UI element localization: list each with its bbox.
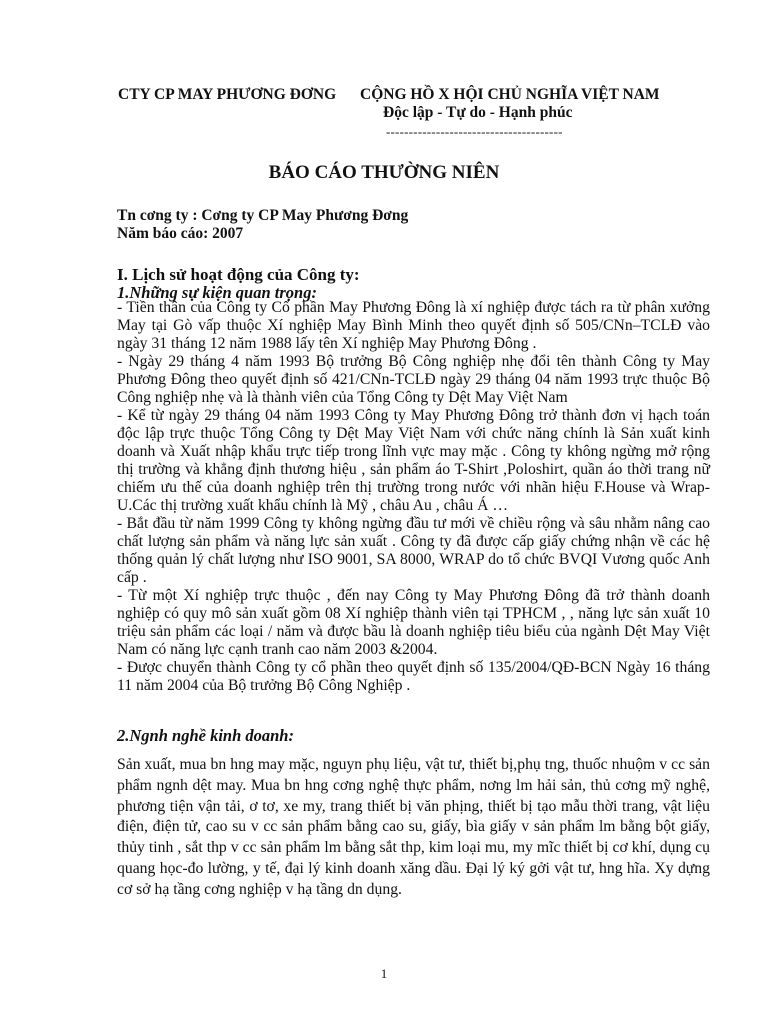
report-year-line: Năm báo cáo: 2007	[117, 225, 244, 242]
paragraph: - Tiền thân của Công ty Cổ phần May Phương Đông là xí nghiệp được tách ra từ phân xưởng May tại Gò vấp thuộc Xí nghiệp May Bình Minh theo quyết định số 505/CNn–TCLĐ vào ngày 31 tháng 12 năm 1988 lấy tên Xí nghiệp May Phương Đông .	[117, 299, 710, 352]
section-1-body	[117, 299, 710, 695]
national-motto: Độc lập - Tự do - Hạnh phúc	[383, 104, 573, 121]
paragraph: - Kể từ ngày 29 tháng 04 năm 1993 Công ty May Phương Đông trở thành đơn vị hạch toán độc lập trực thuộc Tổng Công ty Dệt May Việt Nam với chức năng chính là Sản xuất kinh doanh và Xuất nhập khẩu trực tiếp trong lĩnh vực may mặc . Công ty không ngừng mở rộng thị trường và khẳng định thương hiệu , sản phẩm áo T-Shirt ,Poloshirt, quần áo thời trang nữ chiếm ưu thế của doanh nghiệp trên thị trường trong nước với nhãn hiệu F.House và Wrap-U.Các thị trường xuất khẩu chính là Mỹ , châu Au , châu Á …	[117, 407, 710, 514]
paragraph: - Được chuyển thành Công ty cổ phần theo quyết định số 135/2004/QĐ-BCN Ngày 16 tháng 11 năm 2004 của Bộ trưởng Bộ Công Nghiệp .	[117, 659, 710, 694]
paragraph: - Bắt đầu từ năm 1999 Công ty không ngừng đầu tư mới về chiều rộng và sâu nhằm nâng cao chất lượng sản phẩm và năng lực sản xuất . Công ty đã được cấp giấy chứng nhận về các hệ thống quản lý chất lượng như ISO 9001, SA 8000, WRAP do tổ chức BVQI Vương quốc Anh cấp .	[117, 515, 710, 586]
section-1-heading: I. Lịch sử hoạt động của Công ty:	[117, 265, 360, 284]
page-number: 1	[380, 966, 388, 981]
section-2-subheading: 2.Ngnh nghề kinh doanh:	[117, 726, 294, 745]
header-divider: ---------------------------------------	[386, 124, 563, 139]
document-header	[118, 86, 678, 106]
paragraph: Sản xuất, mua bn hng may mặc, nguyn phụ liệu, vật tư, thiết bị,phụ tng, thuốc nhuộm v cc sản phẩm ngnh dệt may. Mua bn hng cơng nghệ thực phẩm, nơng lm hải sản, thủ cơng mỹ nghệ, phương tiện vận tải, ơ tơ, xe my, trang thiết bị văn phịng, thiết bị tạo mẫu thời trang, vật liệu điện, điện tử, cao su v cc sản phẩm bằng cao su, giấy, bìa giấy v sản phẩm lm bằng bột giấy, thủy tinh , sắt thp v cc sản phẩm lm bằng sắt thp, kim loại mu, my mĩc thiết bị cơ khí, dụng cụ quang học-đo lường, y tế, đại lý kinh doanh xăng dầu. Đại lý ký gởi vật tư, hng hĩa. Xy dựng cơ sở hạ tầng cơng nghiệp v hạ tầng dn dụng.	[117, 756, 710, 898]
republic-header: CỘNG HỒ X HỘI CHỦ NGHĨA VIỆT NAM	[360, 86, 660, 103]
paragraph: - Ngày 29 tháng 4 năm 1993 Bộ trưởng Bộ Công nghiệp nhẹ đổi tên thành Công ty May Phương Đông theo quyết định số 421/CNn-TCLĐ ngày 29 tháng 04 năm 1993 trực thuộc Bộ Công nghiệp nhẹ và là thành viên của Tổng Công ty Dệt May Việt Nam	[117, 353, 710, 406]
section-2-body	[117, 755, 710, 901]
company-name-line: Tn cơng ty : Cơng ty CP May Phương Đơng	[117, 207, 409, 224]
company-header: CTY CP MAY PHƯƠNG ĐƠNG	[118, 86, 337, 103]
section-1-subheading: 1.Những sự kiện quan trọng:	[117, 283, 317, 302]
paragraph: - Từ một Xí nghiệp trực thuộc , đến nay Công ty May Phương Đông đã trở thành doanh nghiệp có quy mô sản xuất gồm 08 Xí nghiệp thành viên tại TPHCM , , năng lực sản xuất 10 triệu sản phẩm các loại / năm và được bầu là doanh nghiệp tiêu biểu của ngành Dệt May Việt Nam có năng lực cạnh tranh cao năm 2003 &2004.	[117, 587, 710, 658]
document-title: BÁO CÁO THƯỜNG NIÊN	[268, 162, 500, 183]
